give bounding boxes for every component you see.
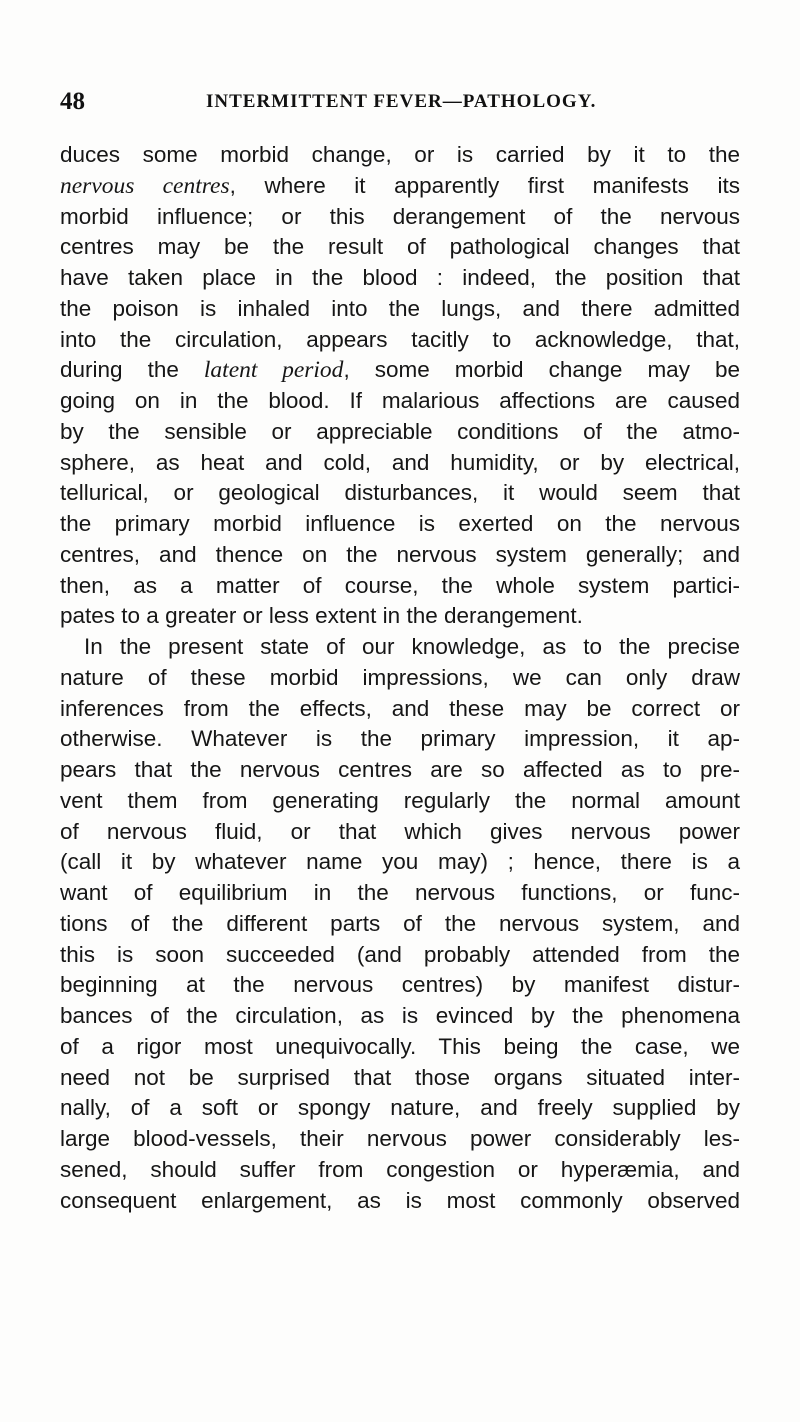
text-line: bances of the circulation, as is evinced by the phenomena — [60, 1003, 740, 1028]
text-line: pears that the nervous centres are so affected as to pre- — [60, 757, 740, 782]
text-line: consequent enlargement, as is most commonly observed — [60, 1187, 740, 1213]
text-line: have taken place in the blood : indeed, the position that — [60, 265, 740, 290]
paragraph-start-line: In the present state of our knowledge, as to the precise — [84, 634, 740, 659]
text-line: tions of the different parts of the nervous system, and — [60, 910, 740, 936]
text-line-with-italic — [60, 355, 740, 386]
text-line: nally, of a soft or spongy nature, and freely supplied by — [60, 1095, 740, 1121]
text-line: need not be surprised that those organs situated inter- — [60, 1064, 740, 1090]
text-line: want of equilibrium in the nervous functions, or func- — [60, 880, 740, 905]
text-line: (call it by whatever name you may) ; hence, there is a — [60, 849, 740, 875]
text-line: beginning at the nervous centres) by manifest distur- — [60, 972, 740, 998]
text-line: nature of these morbid impressions, we can only draw — [60, 664, 740, 690]
text-line: then, as a matter of course, the whole system partici- — [60, 572, 740, 598]
text-line: of a rigor most unequivocally. This being the case, we — [60, 1033, 740, 1059]
text-line: large blood-vessels, their nervous power considerably les- — [60, 1126, 740, 1151]
text-line: pates to a greater or less extent in the derangement. — [60, 603, 583, 629]
text-line-start: during the — [60, 357, 204, 383]
text-line: inferences from the effects, and these may be correct or — [60, 695, 740, 721]
text-line-rest: , some morbid change may be — [343, 357, 741, 383]
text-line: sphere, as heat and cold, and humidity, or by electrical, — [60, 449, 740, 475]
running-title: INTERMITTENT FEVER—PATHOLOGY. — [206, 91, 597, 112]
text-line: this is soon succeeded (and probably attended from the — [60, 941, 740, 967]
text-line: the poison is inhaled into the lungs, and there admitted — [60, 295, 740, 321]
text-line: sened, should suffer from congestion or hyperæmia, and — [60, 1156, 740, 1182]
text-line: otherwise. Whatever is the primary impression, it ap- — [60, 726, 740, 752]
text-line: vent them from generating regularly the normal amount — [60, 787, 740, 813]
body-text — [60, 140, 740, 1216]
italic-phrase: latent period — [203, 357, 344, 384]
text-line: by the sensible or appreciable conditions of the atmo- — [60, 418, 740, 444]
text-line: of nervous fluid, or that which gives nervous power — [60, 818, 740, 844]
text-line: going on in the blood. If malarious affections are caused — [60, 388, 740, 413]
italic-phrase: nervous centres — [60, 172, 230, 199]
running-head — [60, 88, 720, 118]
text-line: centres, and thence on the nervous system generally; and — [60, 541, 740, 567]
text-line: duces some morbid change, or is carried by it to the — [60, 142, 740, 167]
text-line: morbid influence; or this derangement of the nervous — [60, 203, 740, 229]
text-line: centres may be the result of pathological changes that — [60, 234, 740, 260]
text-line-with-italic — [60, 171, 740, 202]
page-number: 48 — [60, 88, 85, 115]
text-line-rest: , where it apparently first manifests its — [229, 172, 740, 198]
text-line: the primary morbid influence is exerted on the nervous — [60, 511, 740, 536]
text-line: tellurical, or geological disturbances, it would seem that — [60, 480, 740, 506]
text-line: into the circulation, appears tacitly to acknowledge, that, — [60, 326, 740, 352]
